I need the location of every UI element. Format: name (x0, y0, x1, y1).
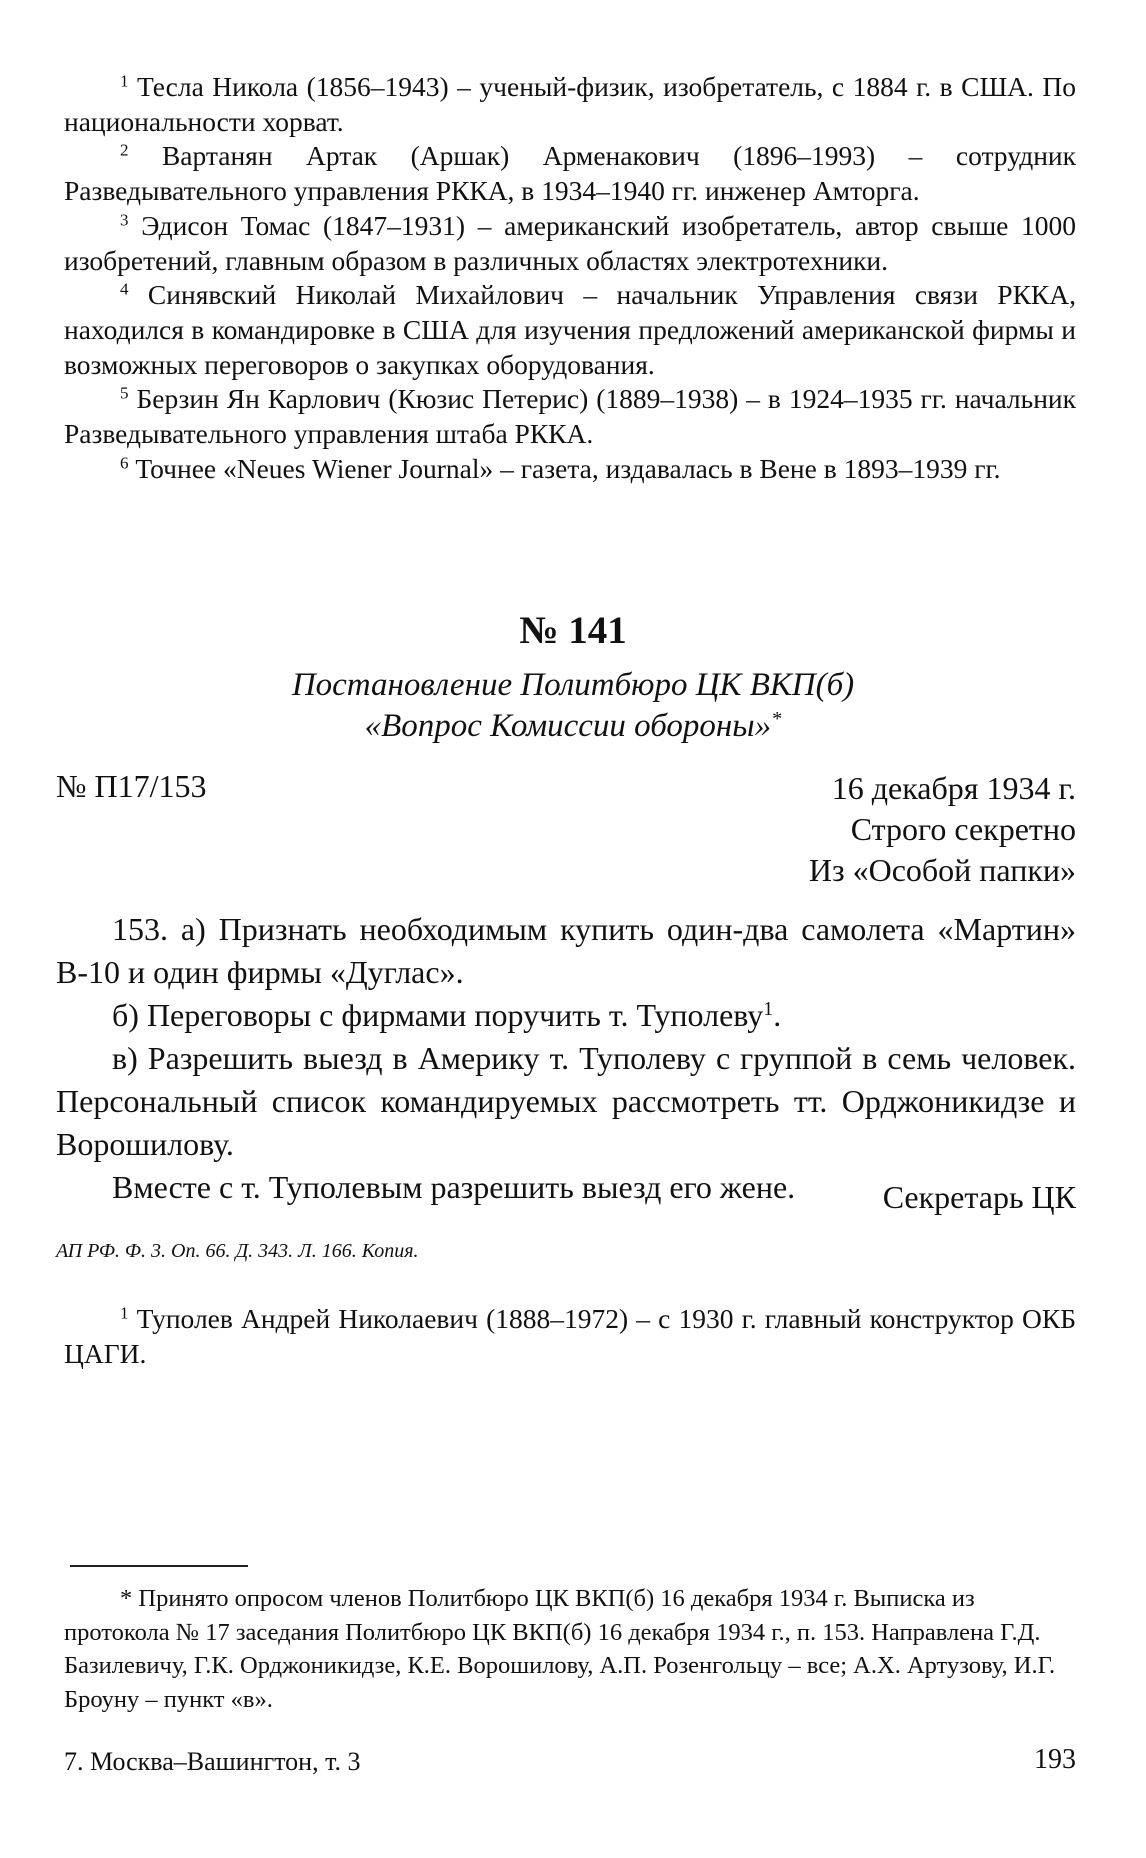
signature: Секретарь ЦК (882, 1179, 1076, 1215)
footnote-marker: * (120, 1585, 133, 1612)
footnote-text: Точнее «Neues Wiener Journal» – газета, издавалась в Вене в 1893–1939 гг. (135, 452, 1001, 484)
footnote-3 (64, 209, 1076, 278)
footnote-text: Берзин Ян Карлович (Кюзис Петерис) (1889–1938) – в 1924–1935 гг. начальник Разведывательного управления штаба РККА. (64, 383, 1076, 450)
star-footnote-paragraph (64, 1582, 1076, 1716)
archive-reference: АП РФ. Ф. 3. Оп. 66. Д. 343. Л. 166. Копия. (56, 1240, 419, 1262)
footnote-ref: 1 (763, 998, 774, 1021)
footnote-text: Принято опросом членов Политбюро ЦК ВКП(б) 16 декабря 1934 г. Выписка из протокола № 17 заседания Политбюро ЦК ВКП(б) 16 декабря 1934 г., п. 153. Направлена Г.Д. Базилевичу, Г.К. Орджоникидзе, К.Е. Ворошилову, А.П. Розенгольцу – все; А.Х. Артузову, И.Г. Броуну – пункт «в». (64, 1585, 1056, 1713)
footnote-4 (64, 278, 1076, 382)
footnote-text: Эдисон Томас (1847–1931) – американский изобретатель, автор свыше 1000 изобретений, главным образом в различных областях электротехники. (64, 209, 1076, 276)
footnote-divider (70, 1565, 248, 1567)
paragraph-a: 153. а) Признать необходимым купить один-два самолета «Мартин» В-10 и один фирмы «Дуглас». (56, 911, 1076, 990)
footnote-marker: 3 (120, 210, 129, 230)
document-title (0, 665, 1146, 747)
footnote-marker: 1 (120, 71, 129, 91)
footer-book-title: 7. Москва–Вашингтон, т. 3 (64, 1747, 361, 1776)
paragraph-b-text: б) Переговоры с фирмами поручить т. Туполеву (112, 997, 764, 1033)
footnote-tupolev (64, 1301, 1076, 1371)
star-footnote (64, 1582, 1076, 1716)
footnote-text: Синявский Николай Михайлович – начальник Управления связи РККА, находился в командировке в США для изучения предложений американской фирмы и возможных переговоров о закупках оборудования. (64, 279, 1077, 380)
footnote-marker: 5 (120, 383, 129, 403)
footnote-marker: 4 (120, 279, 129, 299)
paragraph-d: Вместе с т. Туполевым разрешить выезд его жене. (112, 1169, 796, 1205)
document-footnote (64, 1301, 1076, 1371)
paragraph-b (56, 994, 1076, 1037)
date-block (809, 768, 1076, 891)
footnote-6 (64, 452, 1076, 487)
title-text: «Вопрос Комиссии обороны» (364, 708, 772, 744)
footnote-marker: 6 (120, 453, 129, 473)
footnote-2 (64, 139, 1076, 208)
footnote-text: Вартанян Артак (Аршак) Арменакович (1896–1993) – сотрудник Разведывательного управления РККА, в 1934–1940 гг. инженер Амторга. (64, 140, 1076, 207)
page-number: 193 (1034, 1744, 1076, 1775)
title-footnote-mark: * (771, 707, 782, 730)
footnote-1 (64, 70, 1076, 139)
paragraph-b-end: . (773, 997, 782, 1033)
title-line-2 (0, 706, 1146, 747)
footnote-text: Туполев Андрей Николаевич (1888–1972) – с 1930 г. главный конструктор ОКБ ЦАГИ. (64, 1303, 1077, 1369)
document-number: № 141 (519, 609, 627, 652)
footnote-marker: 2 (120, 141, 129, 161)
paragraph-c: в) Разрешить выезд в Америку т. Туполеву с группой в семь человек. Персональный список командируемых рассмотреть тт. Орджоникидзе и Ворошилову. (56, 1040, 1076, 1162)
footnote-marker: 1 (120, 1303, 129, 1323)
document-body (56, 908, 1076, 1209)
folder-note: Из «Особой папки» (808, 852, 1076, 888)
document-date: 16 декабря 1934 г. (831, 770, 1076, 806)
footnote-5 (64, 382, 1076, 451)
registration-number: № П17/153 (56, 768, 207, 804)
title-line-1: Постановление Политбюро ЦК ВКП(б) (291, 667, 855, 703)
classification: Строго секретно (850, 811, 1076, 847)
footnotes-top (64, 70, 1076, 486)
footnote-text: Тесла Никола (1856–1943) – ученый-физик, изобретатель, с 1884 г. в США. По национальности хорват. (64, 71, 1077, 137)
